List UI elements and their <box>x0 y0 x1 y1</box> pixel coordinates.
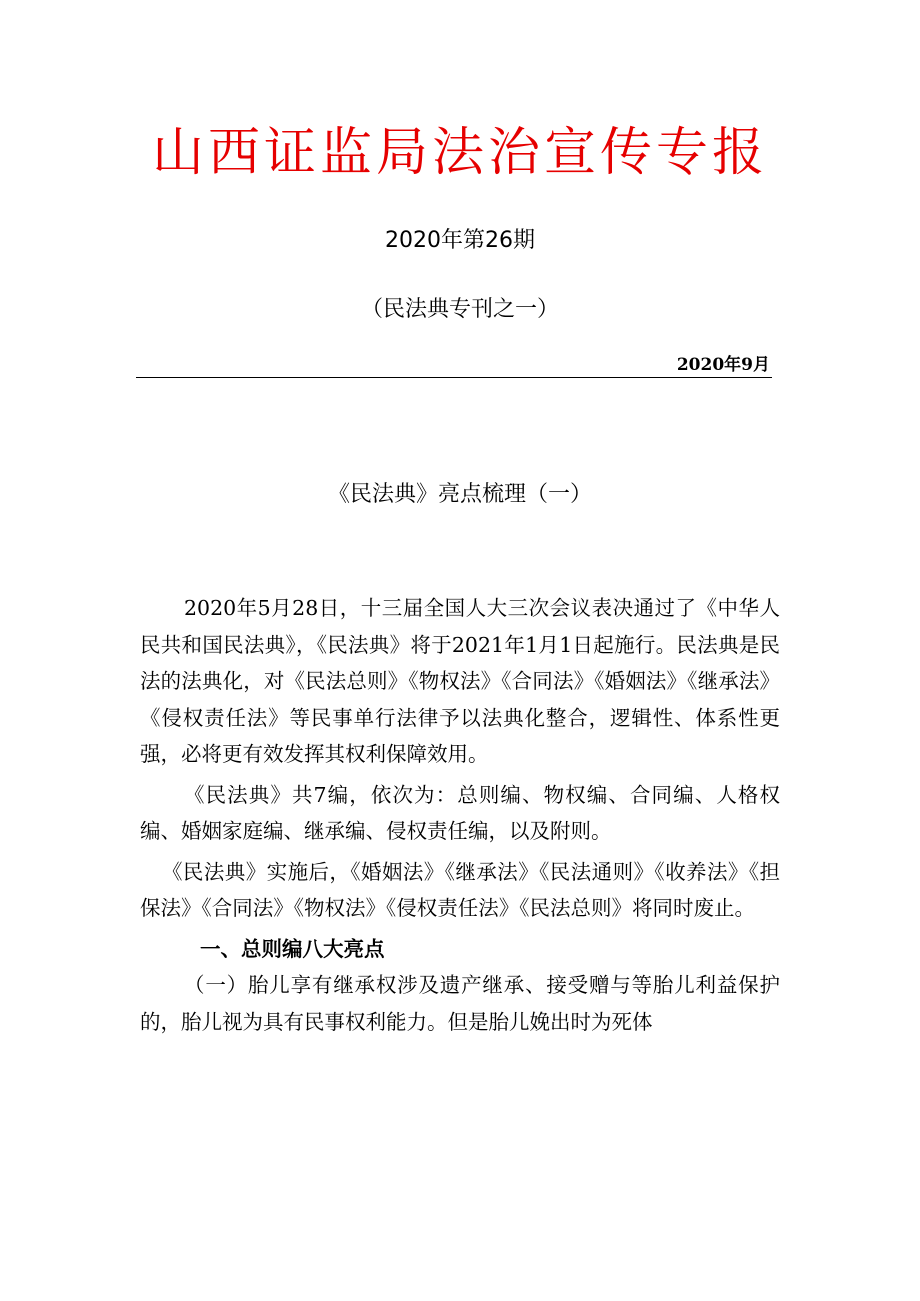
body-paragraph: 《民法典》共7编，依次为：总则编、物权编、合同编、人格权编、婚姻家庭编、继承编、侵权责任编，以及附则。 <box>140 782 780 843</box>
body-paragraph: 《民法典》实施后，《婚姻法》《继承法》《民法通则》《收养法》《担保法》《合同法》《物权法》《侵权责任法》《民法总则》将同时废止。 <box>140 859 780 920</box>
publication-date: 2020年9月 <box>676 355 770 375</box>
header-divider <box>136 377 772 378</box>
article-body <box>140 590 780 1040</box>
article-title: 《民法典》亮点梳理（一） <box>327 482 592 507</box>
section-heading: 一、总则编八大亮点 <box>200 936 385 961</box>
body-paragraph: 2020年5月28日，十三届全国人大三次会议表决通过了《中华人民共和国民法典》，《民法典》将于2021年1月1日起施行。民法典是民法的法典化，对《民法总则》《物权法》《合同法》《婚姻法》《继承法》《侵权责任法》等民事单行法律予以法典化整合，逻辑性、体系性更强，必将更有效发挥其权利保障效用。 <box>140 596 780 766</box>
masthead-title: 山西证监局法治宣传专报 <box>151 123 768 183</box>
issue-number: 2020年第26期 <box>385 228 535 253</box>
body-paragraph: （一）胎儿享有继承权涉及遗产继承、接受赠与等胎儿利益保护的，胎儿视为具有民事权利能力。但是胎儿娩出时为死体 <box>140 973 780 1034</box>
special-issue-label: （民法典专刊之一） <box>360 297 559 322</box>
